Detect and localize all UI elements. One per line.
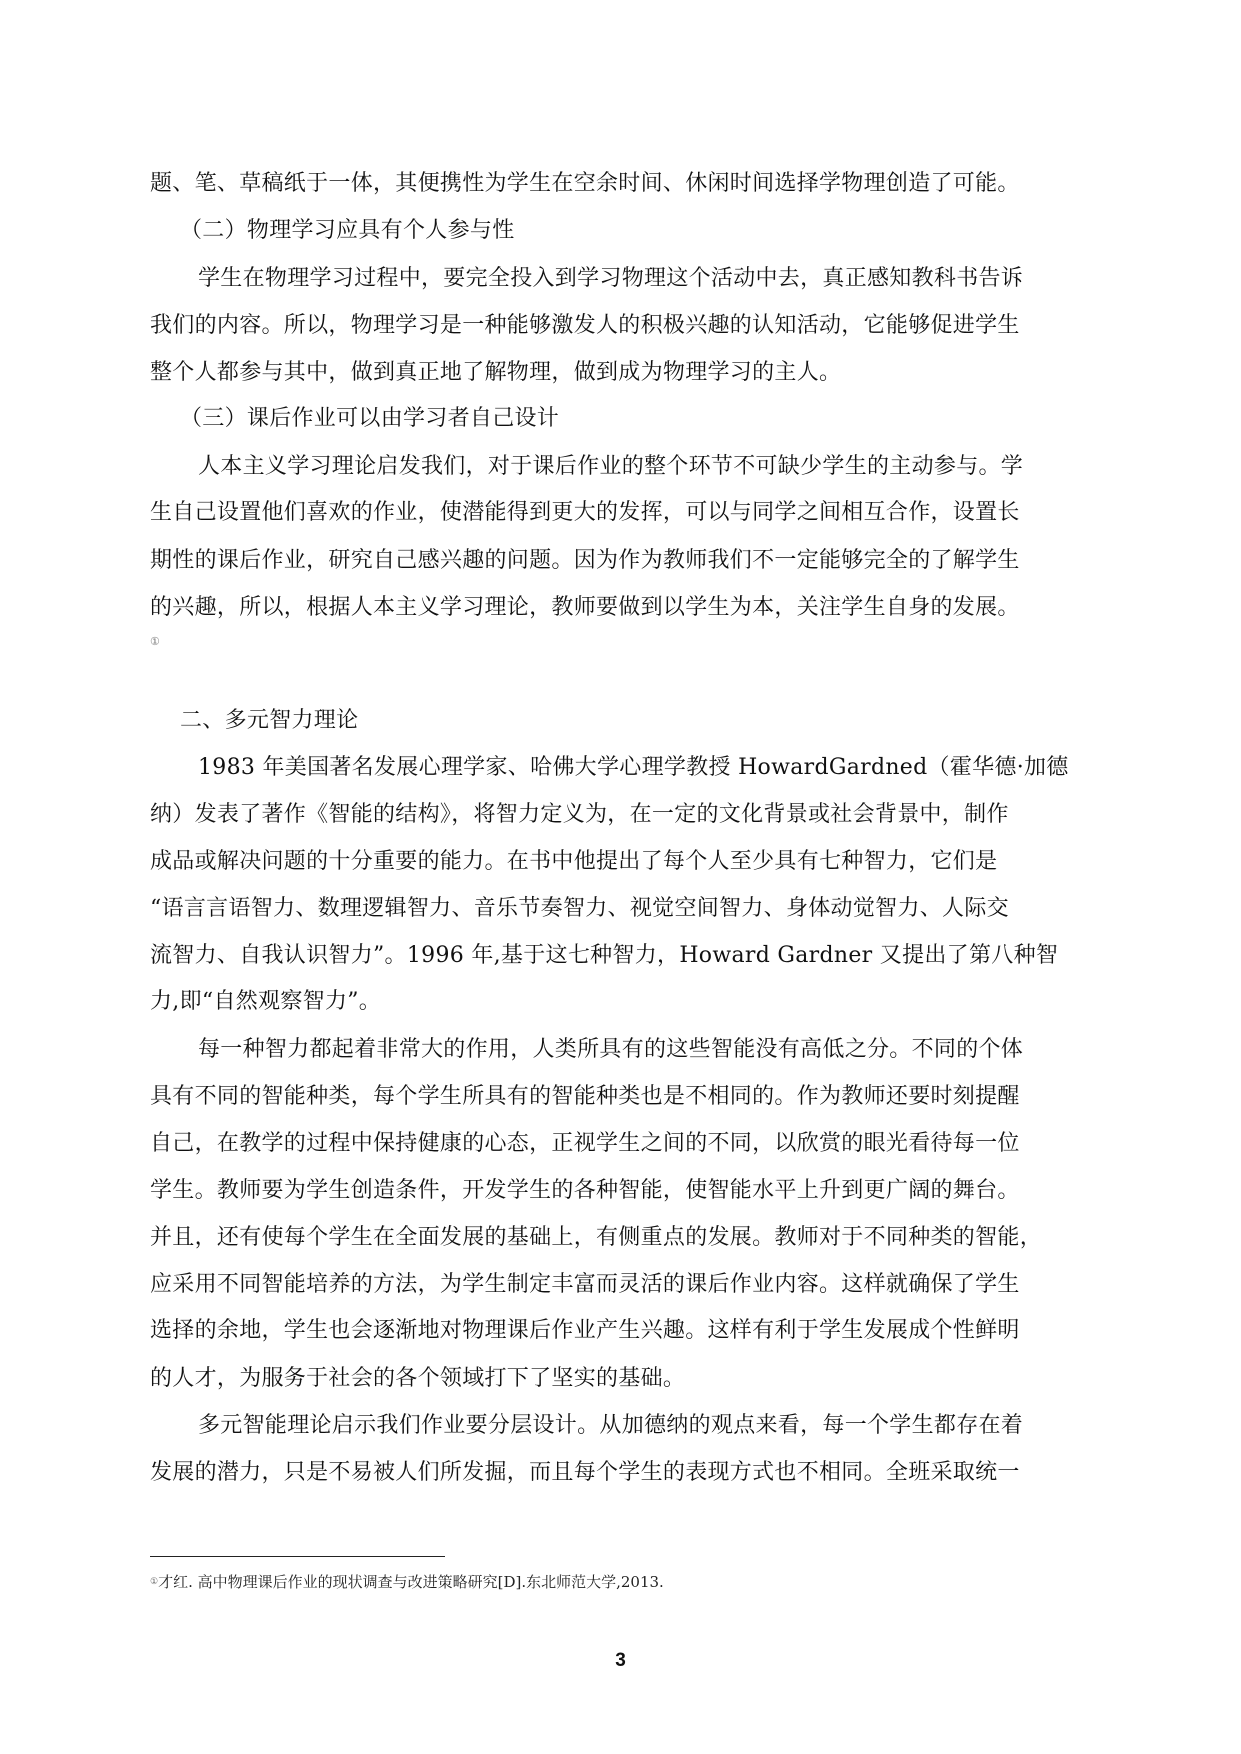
text-line: 我们的内容。所以，物理学习是一种能够激发人的积极兴趣的认知活动，它能够促进学生 bbox=[150, 313, 1020, 338]
text-line: “语言言语智力、数理逻辑智力、音乐节奏智力、视觉空间智力、身体动觉智力、人际交 bbox=[150, 896, 1009, 921]
text-line: 选择的余地，学生也会逐渐地对物理课后作业产生兴趣。这样有利于学生发展成个性鲜明 bbox=[150, 1318, 1020, 1343]
text-line: 学生在物理学习过程中，要完全投入到学习物理这个活动中去，真正感知教科书告诉 bbox=[198, 266, 1024, 291]
text-line: 学生。教师要为学生创造条件，开发学生的各种智能，使智能水平上升到更广阔的舞台。 bbox=[150, 1178, 1020, 1203]
text-line: 并且，还有使每个学生在全面发展的基础上，有侧重点的发展。教师对于不同种类的智能， bbox=[150, 1225, 1043, 1250]
text-line: 成品或解决问题的十分重要的能力。在书中他提出了每个人至少具有七种智力，它们是 bbox=[150, 849, 998, 874]
text-line: 的兴趣，所以，根据人本主义学习理论，教师要做到以学生为本，关注学生自身的发展。 bbox=[150, 595, 1020, 620]
text-line: 题、笔、草稿纸于一体，其便携性为学生在空余时间、休闲时间选择学物理创造了可能。 bbox=[150, 171, 1020, 196]
text-line: 发展的潜力，只是不易被人们所发掘，而且每个学生的表现方式也不相同。全班采取统一 bbox=[150, 1460, 1020, 1485]
text-line: 应采用不同智能培养的方法，为学生制定丰富而灵活的课后作业内容。这样就确保了学生 bbox=[150, 1272, 1020, 1297]
footnote-text: 才红. 高中物理课后作业的现状调查与改进策略研究[D].东北师范大学,2013. bbox=[158, 1573, 664, 1591]
text-line: 期性的课后作业，研究自己感兴趣的问题。因为作为教师我们不一定能够完全的了解学生 bbox=[150, 548, 1020, 573]
text-line: 纳）发表了著作《智能的结构》，将智力定义为，在一定的文化背景或社会背景中，制作 bbox=[150, 802, 1009, 827]
footnote-separator bbox=[150, 1556, 445, 1557]
text-line: 自己，在教学的过程中保持健康的心态，正视学生之间的不同，以欣赏的眼光看待每一位 bbox=[150, 1131, 1020, 1156]
text-line: （三）课后作业可以由学习者自己设计 bbox=[180, 406, 560, 431]
text-line: 具有不同的智能种类，每个学生所具有的智能种类也是不相同的。作为教师还要时刻提醒 bbox=[150, 1084, 1020, 1109]
text-line: （二）物理学习应具有个人参与性 bbox=[180, 218, 515, 243]
text-line: 流智力、自我认识智力”。1996 年,基于这七种智力，Howard Gardner 又提出了第八种智 bbox=[150, 943, 1059, 968]
text-line: 多元智能理论启示我们作业要分层设计。从加德纳的观点来看，每一个学生都存在着 bbox=[198, 1413, 1024, 1438]
text-line: 人本主义学习理论启发我们，对于课后作业的整个环节不可缺少学生的主动参与。学 bbox=[198, 454, 1024, 479]
text-line: 的人才，为服务于社会的各个领域打下了坚实的基础。 bbox=[150, 1366, 686, 1391]
footnote-reference-marker: ① bbox=[150, 635, 160, 648]
text-line: 整个人都参与其中，做到真正地了解物理，做到成为物理学习的主人。 bbox=[150, 360, 842, 385]
text-line: 1983 年美国著名发展心理学家、哈佛大学心理学教授 HowardGardned（霍华德·加德 bbox=[198, 755, 1069, 780]
text-line: 力,即“自然观察智力”。 bbox=[150, 989, 382, 1014]
text-line: 二、多元智力理论 bbox=[180, 708, 359, 733]
text-line: 生自己设置他们喜欢的作业，使潜能得到更大的发挥，可以与同学之间相互合作，设置长 bbox=[150, 500, 1020, 525]
page-number: 3 bbox=[615, 1650, 626, 1671]
footnote bbox=[150, 1573, 664, 1591]
text-line: 每一种智力都起着非常大的作用，人类所具有的这些智能没有高低之分。不同的个体 bbox=[198, 1037, 1024, 1062]
footnote-marker: ① bbox=[150, 1577, 159, 1587]
